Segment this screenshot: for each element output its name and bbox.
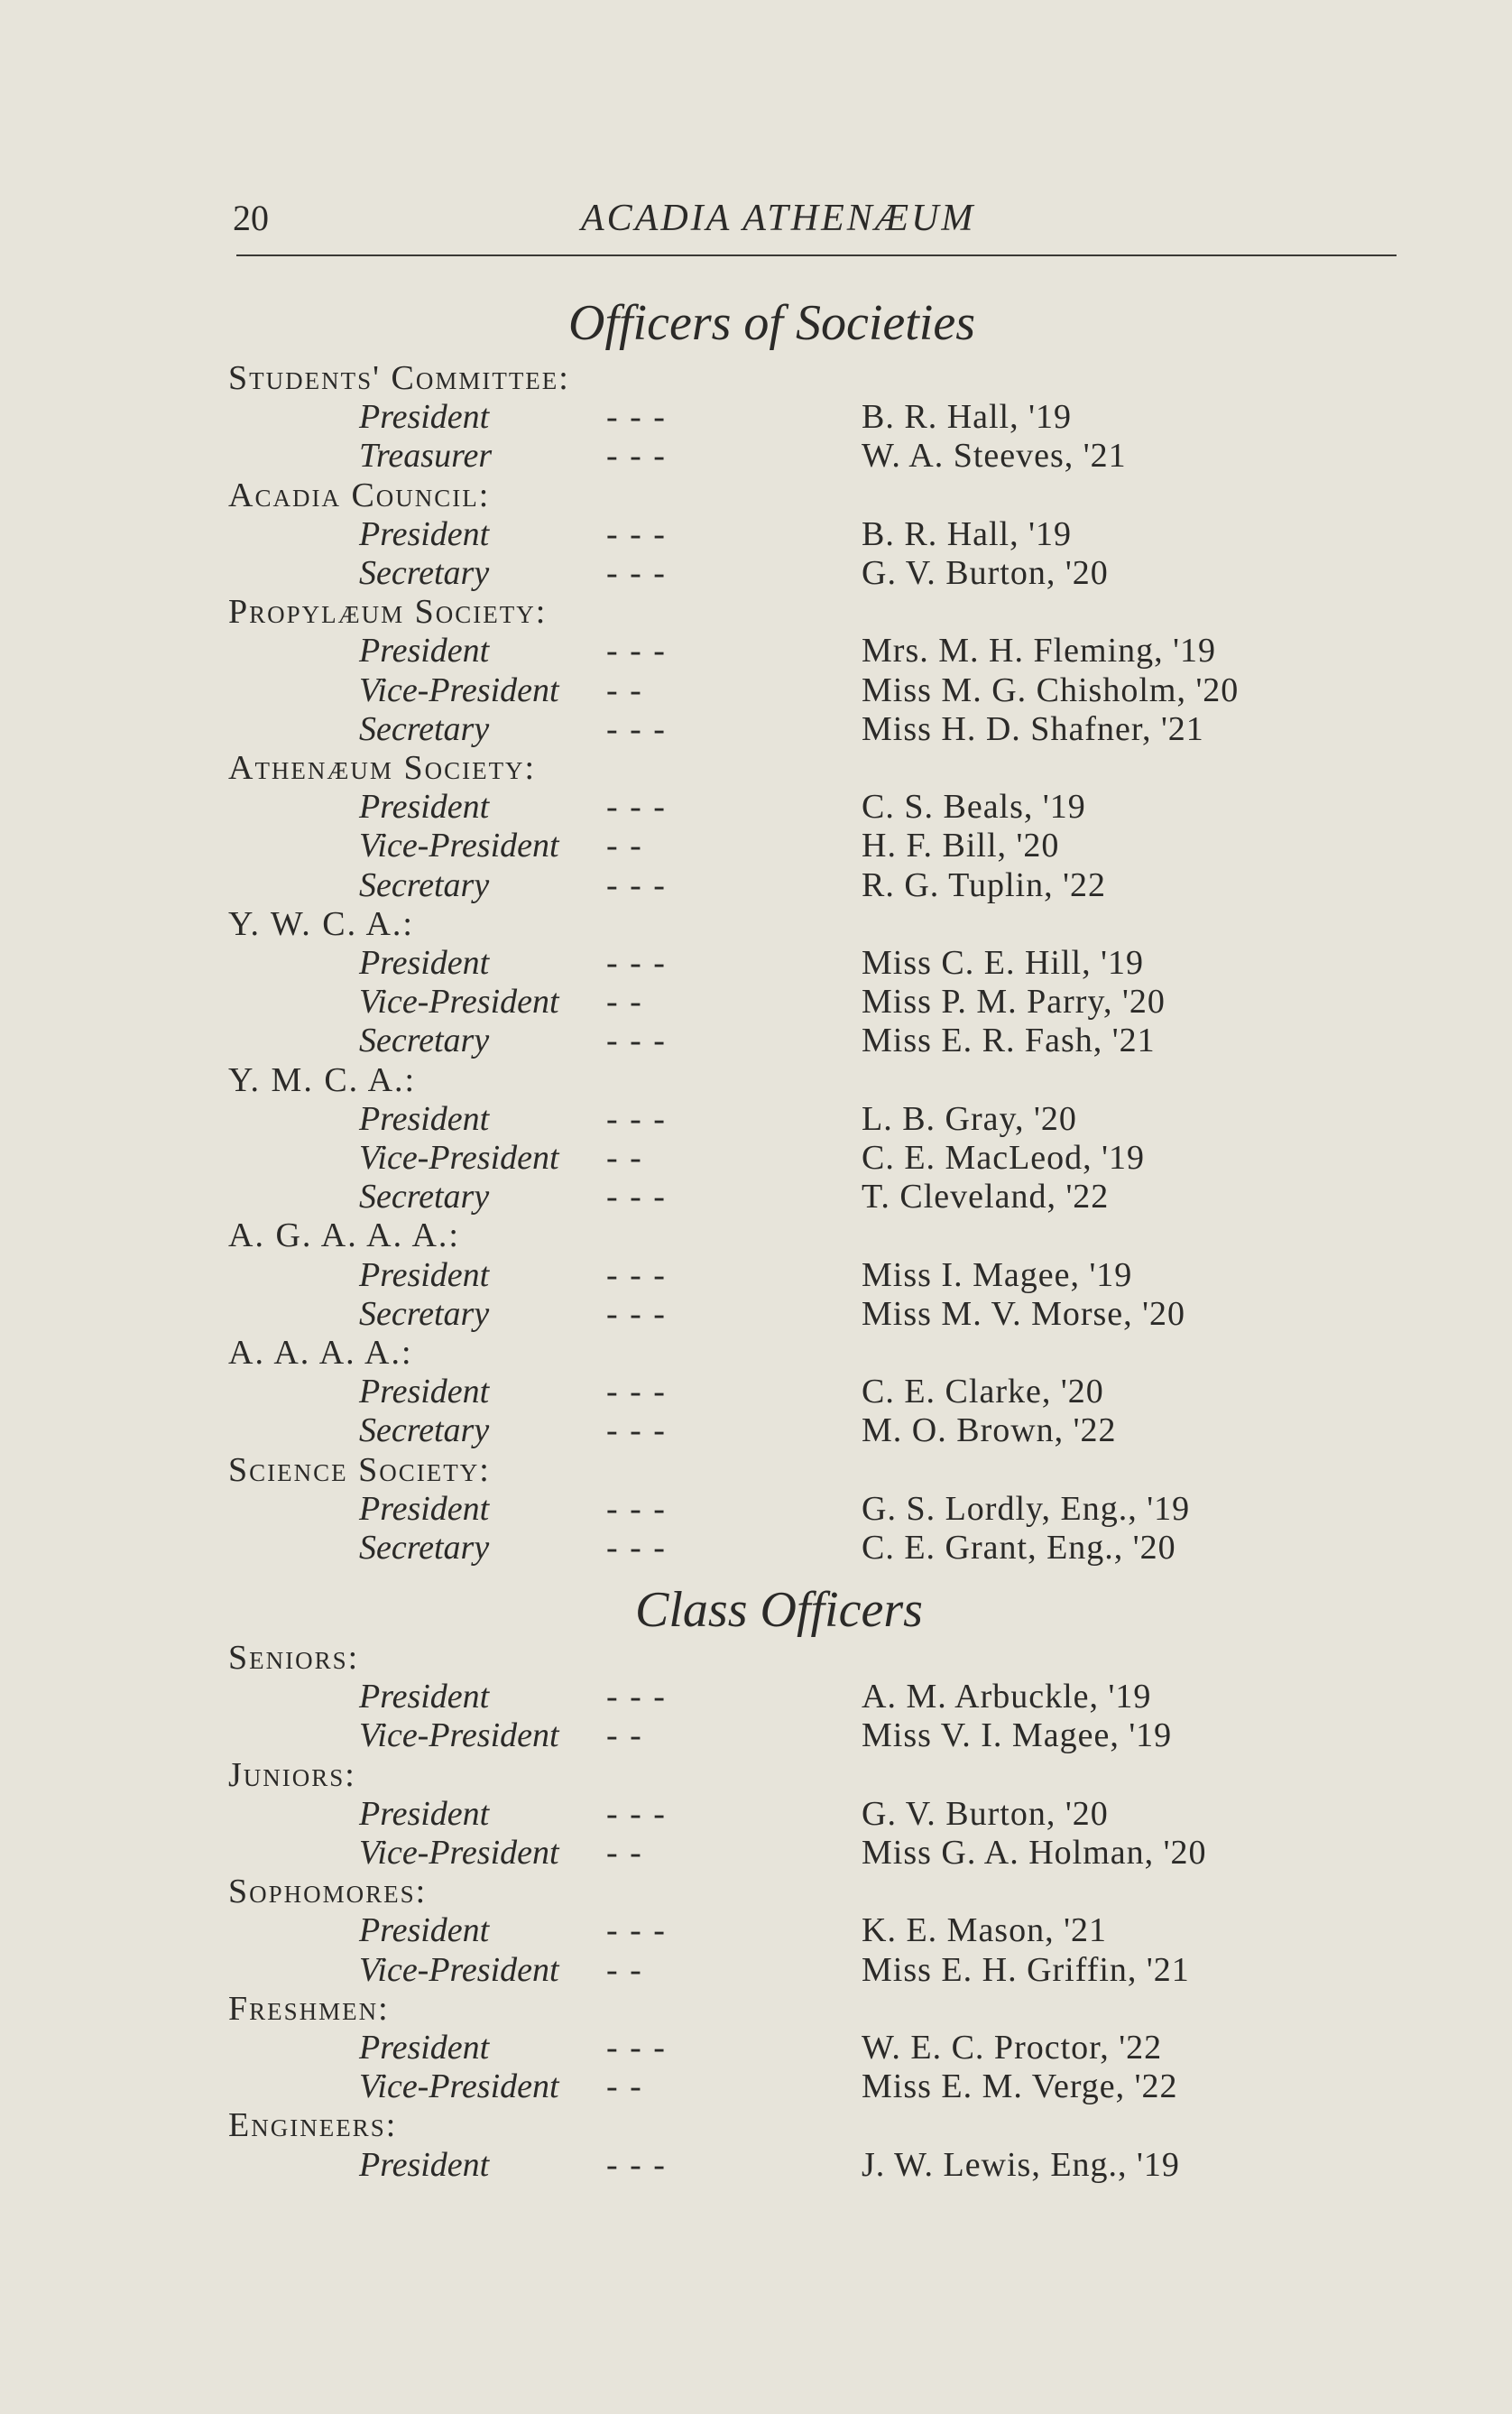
leader-dashes: - - - xyxy=(606,865,667,904)
officer-name: R. G. Tuplin, '22 xyxy=(862,865,1106,904)
officer-role: Secretary xyxy=(359,865,490,904)
officer-name: Miss H. D. Shafner, '21 xyxy=(862,709,1204,748)
leader-dashes: - - xyxy=(606,1139,643,1177)
officer-row xyxy=(0,865,1512,904)
officer-name: Miss E. R. Fash, '21 xyxy=(862,1022,1156,1060)
officer-row xyxy=(0,1410,1512,1449)
officer-name: W. E. C. Proctor, '22 xyxy=(862,2029,1163,2067)
officer-name: J. W. Lewis, Eng., '19 xyxy=(862,2145,1180,2184)
leader-dashes: - - xyxy=(606,827,643,865)
officer-role: Vice-President xyxy=(359,1716,559,1755)
officer-role: Secretary xyxy=(359,1294,490,1333)
society-heading-line xyxy=(0,748,1512,787)
leader-dashes: - - - xyxy=(606,437,667,476)
officer-name: C. E. Grant, Eng., '20 xyxy=(862,1529,1176,1567)
officer-name: M. O. Brown, '22 xyxy=(862,1411,1117,1450)
page-header xyxy=(233,197,1397,242)
leader-dashes: - - xyxy=(606,1834,643,1872)
officer-row xyxy=(0,1716,1512,1754)
society-heading-line xyxy=(0,1333,1512,1372)
section-title-societies: Officers of Societies xyxy=(568,295,976,351)
leader-dashes: - - - xyxy=(606,632,667,671)
society-name: Juniors: xyxy=(228,1755,356,1794)
society-name: Y. M. C. A.: xyxy=(228,1060,417,1099)
leader-dashes: - - xyxy=(606,671,643,709)
leader-dashes: - - - xyxy=(606,1489,667,1528)
society-heading-line xyxy=(0,1216,1512,1254)
officer-role: Secretary xyxy=(359,554,490,592)
officer-row xyxy=(0,1021,1512,1059)
officer-row xyxy=(0,1528,1512,1567)
officer-role: Secretary xyxy=(359,1178,490,1216)
officer-role: Vice-President xyxy=(359,983,559,1022)
society-heading-line xyxy=(0,2105,1512,2144)
officer-row xyxy=(0,2145,1512,2184)
officer-row xyxy=(0,1177,1512,1216)
society-name: Engineers: xyxy=(228,2106,398,2145)
officer-row xyxy=(0,1489,1512,1528)
officer-role: President xyxy=(359,1794,490,1833)
society-name: A. A. A. A.: xyxy=(228,1334,413,1372)
officer-name: Miss C. E. Hill, '19 xyxy=(862,944,1144,982)
society-heading-line xyxy=(0,1060,1512,1099)
officer-name: C. E. Clarke, '20 xyxy=(862,1373,1104,1411)
officer-role: President xyxy=(359,944,490,982)
officer-role: President xyxy=(359,514,490,553)
officer-name: Miss I. Magee, '19 xyxy=(862,1255,1133,1294)
leader-dashes: - - - xyxy=(606,2145,667,2184)
leader-dashes: - - - xyxy=(606,514,667,553)
officer-row xyxy=(0,1255,1512,1294)
officer-name: Miss M. V. Morse, '20 xyxy=(862,1294,1186,1333)
leader-dashes: - - - xyxy=(606,1911,667,1950)
officer-name: Miss M. G. Chisholm, '20 xyxy=(862,671,1240,709)
leader-dashes: - - - xyxy=(606,1529,667,1567)
officer-name: Miss G. A. Holman, '20 xyxy=(862,1834,1207,1872)
society-heading-line xyxy=(0,1638,1512,1677)
officer-role: Secretary xyxy=(359,1529,490,1567)
society-heading-line xyxy=(0,904,1512,943)
officer-name: H. F. Bill, '20 xyxy=(862,827,1060,865)
officer-role: President xyxy=(359,1678,490,1716)
officer-row xyxy=(0,826,1512,865)
officer-row xyxy=(0,397,1512,436)
officer-row xyxy=(0,553,1512,592)
leader-dashes: - - - xyxy=(606,1022,667,1060)
officer-row xyxy=(0,1372,1512,1410)
officer-role: President xyxy=(359,1373,490,1411)
officer-role: President xyxy=(359,1489,490,1528)
society-name: Propylæum Society: xyxy=(228,593,548,632)
officer-name: L. B. Gray, '20 xyxy=(862,1099,1077,1138)
leader-dashes: - - xyxy=(606,983,643,1022)
officer-role: Secretary xyxy=(359,1022,490,1060)
officer-name: B. R. Hall, '19 xyxy=(862,514,1072,553)
officer-row xyxy=(0,943,1512,982)
society-name: Acadia Council: xyxy=(228,476,491,514)
society-name: Seniors: xyxy=(228,1639,360,1677)
officer-row xyxy=(0,1294,1512,1333)
leader-dashes: - - - xyxy=(606,2029,667,2067)
officer-role: President xyxy=(359,632,490,671)
officer-name: G. V. Burton, '20 xyxy=(862,1794,1109,1833)
leader-dashes: - - - xyxy=(606,1294,667,1333)
leader-dashes: - - - xyxy=(606,709,667,748)
officer-row xyxy=(0,631,1512,670)
officer-row xyxy=(0,709,1512,748)
officer-row xyxy=(0,2067,1512,2105)
officer-row xyxy=(0,671,1512,709)
officer-role: Vice-President xyxy=(359,1139,559,1177)
officer-role: President xyxy=(359,1099,490,1138)
officer-row xyxy=(0,1099,1512,1138)
header-rule xyxy=(236,254,1397,256)
officer-row xyxy=(0,2028,1512,2067)
officer-name: T. Cleveland, '22 xyxy=(862,1178,1110,1216)
society-name: Freshmen: xyxy=(228,1989,390,2028)
society-name: A. G. A. A. A.: xyxy=(228,1216,460,1255)
leader-dashes: - - - xyxy=(606,944,667,982)
society-name: Sophomores: xyxy=(228,1873,428,1911)
leader-dashes: - - - xyxy=(606,1178,667,1216)
society-name: Athenæum Society: xyxy=(228,749,537,787)
leader-dashes: - - - xyxy=(606,1373,667,1411)
officer-name: C. S. Beals, '19 xyxy=(862,788,1086,827)
officer-row xyxy=(0,1677,1512,1716)
officer-role: President xyxy=(359,398,490,437)
leader-dashes: - - - xyxy=(606,788,667,827)
society-name: Science Society: xyxy=(228,1450,491,1489)
leader-dashes: - - xyxy=(606,1950,643,1989)
society-heading-line xyxy=(0,476,1512,514)
section-title-class-officers: Class Officers xyxy=(635,1582,923,1638)
leader-dashes: - - xyxy=(606,2067,643,2106)
officer-role: President xyxy=(359,2145,490,2184)
society-heading-line xyxy=(0,1989,1512,2028)
officer-name: Miss P. M. Parry, '20 xyxy=(862,983,1166,1022)
society-heading-line xyxy=(0,592,1512,631)
leader-dashes: - - xyxy=(606,1716,643,1755)
officer-role: Treasurer xyxy=(359,437,493,476)
officer-row xyxy=(0,1794,1512,1833)
officer-role: Vice-President xyxy=(359,827,559,865)
society-heading-line xyxy=(0,358,1512,397)
leader-dashes: - - - xyxy=(606,1794,667,1833)
society-name: Y. W. C. A.: xyxy=(228,904,414,943)
officer-role: President xyxy=(359,1255,490,1294)
officer-row xyxy=(0,514,1512,553)
leader-dashes: - - - xyxy=(606,398,667,437)
officer-role: President xyxy=(359,788,490,827)
officer-name: B. R. Hall, '19 xyxy=(862,398,1072,437)
officer-name: Mrs. M. H. Fleming, '19 xyxy=(862,632,1216,671)
officer-name: Miss E. H. Griffin, '21 xyxy=(862,1950,1190,1989)
officer-name: Miss E. M. Verge, '22 xyxy=(862,2067,1178,2106)
officer-name: Miss V. I. Magee, '19 xyxy=(862,1716,1173,1755)
officer-name: G. S. Lordly, Eng., '19 xyxy=(862,1489,1191,1528)
leader-dashes: - - - xyxy=(606,1678,667,1716)
officer-row xyxy=(0,1833,1512,1872)
society-heading-line xyxy=(0,1450,1512,1489)
officer-row xyxy=(0,436,1512,475)
society-heading-line xyxy=(0,1872,1512,1910)
running-head: ACADIA ATHENÆUM xyxy=(581,198,976,239)
officer-name: A. M. Arbuckle, '19 xyxy=(862,1678,1152,1716)
officer-name: K. E. Mason, '21 xyxy=(862,1911,1107,1950)
officer-role: Secretary xyxy=(359,1411,490,1450)
leader-dashes: - - - xyxy=(606,1411,667,1450)
officer-role: Vice-President xyxy=(359,1950,559,1989)
officer-row xyxy=(0,787,1512,826)
officer-row xyxy=(0,1950,1512,1989)
society-heading-line xyxy=(0,1755,1512,1794)
officer-row xyxy=(0,1138,1512,1177)
officer-role: Vice-President xyxy=(359,2067,559,2106)
officer-role: Vice-President xyxy=(359,1834,559,1872)
officer-role: Secretary xyxy=(359,709,490,748)
officer-role: President xyxy=(359,1911,490,1950)
leader-dashes: - - - xyxy=(606,1099,667,1138)
officer-row xyxy=(0,1910,1512,1949)
officer-row xyxy=(0,982,1512,1021)
society-name: Students' Committee: xyxy=(228,359,570,397)
officer-name: W. A. Steeves, '21 xyxy=(862,437,1127,476)
officer-name: C. E. MacLeod, '19 xyxy=(862,1139,1146,1177)
leader-dashes: - - - xyxy=(606,1255,667,1294)
officer-role: President xyxy=(359,2029,490,2067)
officer-name: G. V. Burton, '20 xyxy=(862,554,1109,592)
leader-dashes: - - - xyxy=(606,554,667,592)
officer-role: Vice-President xyxy=(359,671,559,709)
page-number: 20 xyxy=(233,198,269,238)
